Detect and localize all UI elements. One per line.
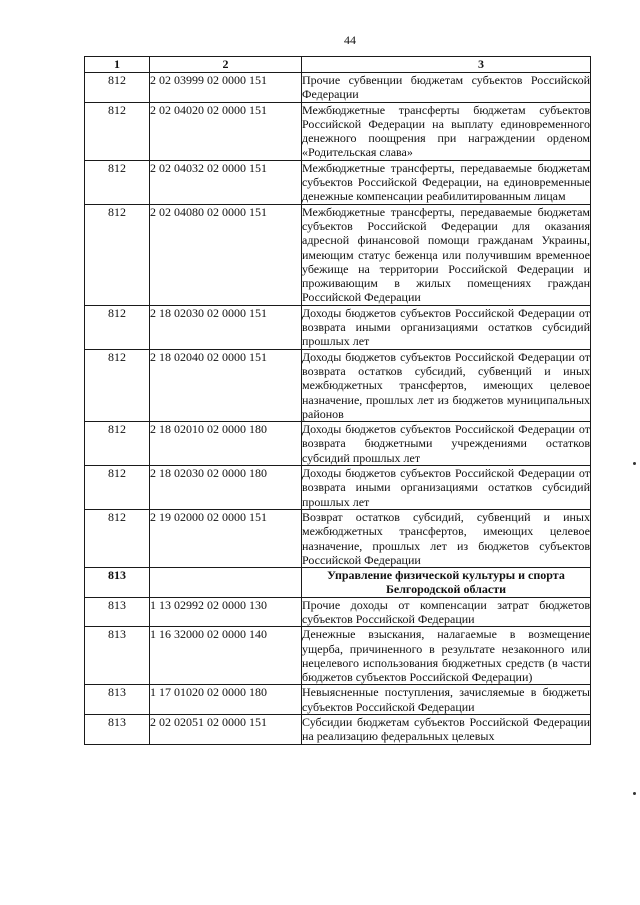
admin-code-cell: 812 [85,204,150,305]
budget-classification-code-cell: 2 18 02040 02 0000 151 [150,349,302,421]
budget-classification-code-cell: 2 02 02051 02 0000 151 [150,715,302,745]
table-row [85,305,591,349]
table-row [85,422,591,466]
scan-edge-mark [633,792,636,795]
table-row [85,597,591,627]
budget-classification-code-cell: 2 19 02000 02 0000 151 [150,509,302,567]
table-row [85,627,591,685]
table-row [85,349,591,421]
admin-code-cell: 812 [85,102,150,160]
budget-classification-code-cell: 2 02 04020 02 0000 151 [150,102,302,160]
table-row [85,685,591,715]
budget-classification-code-cell: 2 02 04032 02 0000 151 [150,160,302,204]
revenue-name-cell: Невыясненные поступления, зачисляемые в бюджеты субъектов Российской Федерации [302,685,590,714]
table-row [85,715,591,745]
budget-classification-code-cell: 2 18 02010 02 0000 180 [150,422,302,466]
revenue-name-cell: Возврат остатков субсидий, субвенций и иных межбюджетных трансфертов, имеющих целевое назначение, прошлых лет из бюджетов субъектов Российской Федерации [302,509,590,567]
revenue-name-cell: Субсидии бюджетам субъектов Российской Федерации на реализацию федеральных целевых [302,715,590,744]
table-row [85,73,591,103]
table-row [85,466,591,510]
page-number: 44 [344,33,356,47]
budget-classification-code-cell: 1 16 32000 02 0000 140 [150,627,302,685]
revenue-name-cell: Межбюджетные трансферты бюджетам субъектов Российской Федерации на выплату единовременного денежного поощрения при награждении орденом «Родительская слава» [302,102,590,160]
admin-code-cell: 813 [85,685,150,715]
revenue-name-cell: Доходы бюджетов субъектов Российской Федерации от возврата иными организациями остатков субсидий прошлых лет [302,466,590,509]
revenue-name-cell: Доходы бюджетов субъектов Российской Федерации от возврата бюджетными учреждениями остатков субсидий прошлых лет [302,422,590,465]
budget-classification-code-cell: 2 02 04080 02 0000 151 [150,204,302,305]
budget-classification-code-cell: 2 02 03999 02 0000 151 [150,73,302,103]
column-header-3: 3 [302,57,591,73]
table-row [85,102,591,160]
admin-code-cell: 813 [85,715,150,745]
budget-classification-code-cell: 2 18 02030 02 0000 151 [150,305,302,349]
budget-classification-code-cell: 2 18 02030 02 0000 180 [150,466,302,510]
revenue-name-cell: Доходы бюджетов субъектов Российской Федерации от возврата иными организациями остатков субсидий прошлых лет [302,305,590,349]
revenue-name-cell: Прочие субвенции бюджетам субъектов Российской Федерации [302,73,590,102]
table-row [85,509,591,567]
admin-code-cell: 812 [85,160,150,204]
admin-code-cell: 812 [85,509,150,567]
admin-code-cell: 812 [85,73,150,103]
section-row [85,568,591,598]
revenue-name-cell: Прочие доходы от компенсации затрат бюджетов субъектов Российской Федерации [302,597,590,626]
table-body [85,73,591,745]
budget-classification-code-cell: 1 13 02992 02 0000 130 [150,597,302,627]
table-header-row [85,57,591,73]
column-header-2: 2 [150,57,302,73]
budget-classification-code-cell [150,568,302,598]
admin-code-cell: 812 [85,305,150,349]
table-row [85,204,591,305]
scan-edge-mark [633,462,636,465]
revenue-code-table [84,56,591,745]
section-title-cell: Управление физической культуры и спорта Белгородской области [302,568,591,598]
revenue-name-cell: Денежные взыскания, налагаемые в возмещение ущерба, причиненного в результате незаконного или нецелевого использования бюджетных средств (в части бюджетов субъектов Российской Федерации) [302,627,590,685]
admin-code-cell: 813 [85,597,150,627]
budget-classification-code-cell: 1 17 01020 02 0000 180 [150,685,302,715]
revenue-name-cell: Межбюджетные трансферты, передаваемые бюджетам субъектов Российской Федерации для оказания адресной финансовой помощи гражданам Украины, имеющим статус беженца или получившим временное убежище на территории Российской Федерации и проживающим в жилых помещениях граждан Российской Федерации [302,204,590,305]
admin-code-cell: 812 [85,466,150,510]
column-header-1: 1 [85,57,150,73]
admin-code-cell: 813 [85,627,150,685]
admin-code-cell: 812 [85,349,150,421]
admin-code-cell: 813 [85,568,150,598]
revenue-name-cell: Доходы бюджетов субъектов Российской Федерации от возврата остатков субсидий, субвенций и иных межбюджетных трансфертов, имеющих целевое назначение, прошлых лет из бюджетов муниципальных районов [302,349,590,421]
table-row [85,160,591,204]
revenue-name-cell: Межбюджетные трансферты, передаваемые бюджетам субъектов Российской Федерации, на единовременные денежные компенсации реабилитированным лицам [302,160,590,204]
admin-code-cell: 812 [85,422,150,466]
